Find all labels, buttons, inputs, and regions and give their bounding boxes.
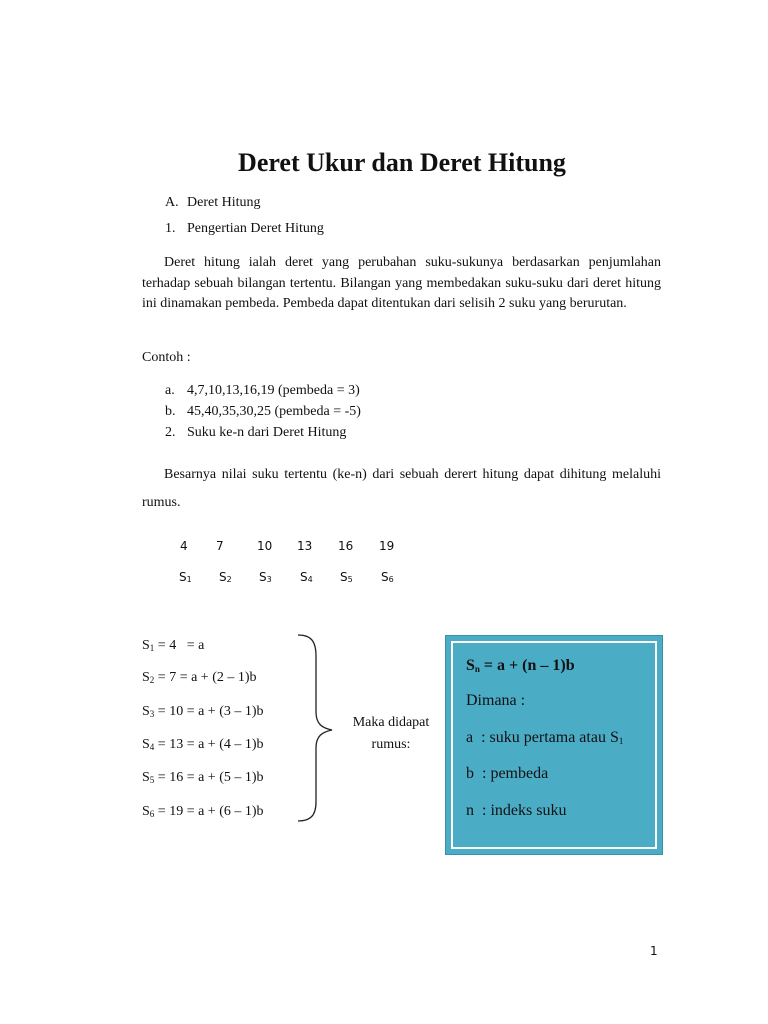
sequence-label-base: S (179, 570, 187, 584)
equation-base: S (142, 638, 150, 653)
equation-s6 (142, 803, 264, 823)
example-a-marker: a. (165, 383, 175, 398)
item-1-heading: Pengertian Deret Hitung (187, 221, 324, 236)
equation-sub: 4 (149, 742, 155, 752)
sequence-label-base: S (300, 570, 308, 584)
example-b-marker: b. (165, 404, 176, 419)
sequence-label (340, 569, 353, 588)
sequence-value: 13 (297, 539, 313, 553)
sequence-value: 19 (379, 539, 395, 553)
sequence-label-sub: 6 (388, 575, 394, 584)
equation-rest: = 10 = a + (3 – 1)b (154, 704, 264, 719)
equation-base: S (142, 704, 150, 719)
formula-sn (466, 656, 575, 679)
sequence-values-row (0, 538, 768, 558)
section-a-marker: A. (165, 195, 179, 210)
equation-rest: = 13 = a + (4 – 1)b (154, 737, 264, 752)
definition-a-text: a : suku pertama atau S (466, 729, 619, 746)
sequence-label-base: S (381, 570, 389, 584)
equation-sub: 6 (149, 809, 155, 819)
equation-s4 (142, 736, 264, 756)
equation-rest: = 4 = a (154, 638, 205, 653)
sequence-label-sub: 5 (347, 575, 353, 584)
maka-didapat-label: Maka didapat rumus: (352, 715, 430, 752)
equation-sub: 2 (149, 675, 155, 685)
equation-base: S (142, 804, 150, 819)
example-b-text: 45,40,35,30,25 (pembeda = -5) (187, 404, 361, 419)
sequence-label (381, 569, 394, 588)
sequence-label (259, 569, 272, 588)
equation-rest: = 19 = a + (6 – 1)b (154, 804, 264, 819)
section-a-heading: Deret Hitung (187, 195, 261, 210)
formula-base: S (466, 657, 475, 674)
dimana-label: Dimana : (466, 692, 526, 709)
item-2-marker: 2. (165, 425, 176, 440)
equation-base: S (142, 670, 150, 685)
item-2-heading: Suku ke-n dari Deret Hitung (187, 425, 347, 440)
equation-s5 (142, 769, 264, 789)
sequence-label-base: S (340, 570, 348, 584)
page-number: 1 (650, 944, 658, 958)
equation-sub: 5 (149, 775, 155, 785)
formula-sub: n (474, 664, 480, 674)
paragraph-formula-intro: Besarnya nilai suku tertentu (ke-n) dari sebuah derert hitung dapat dihitung melaluhi rumus. (142, 467, 661, 510)
equation-s2 (142, 669, 257, 689)
document-title: Deret Ukur dan Deret Hitung (238, 148, 566, 177)
item-1-marker: 1. (165, 221, 176, 236)
equation-base: S (142, 770, 150, 785)
equation-rest: = 7 = a + (2 – 1)b (154, 670, 257, 685)
sequence-labels-row (0, 569, 768, 589)
equation-s3 (142, 703, 264, 723)
sequence-value: 16 (338, 539, 354, 553)
equation-sub: 1 (149, 643, 155, 653)
definition-a-sub: 1 (618, 736, 624, 746)
sequence-label-sub: 1 (186, 575, 192, 584)
definition-b: b : pembeda (466, 765, 549, 782)
equation-s1 (142, 637, 204, 657)
sequence-label-sub: 3 (266, 575, 272, 584)
definition-a (466, 728, 623, 751)
sequence-label (219, 569, 232, 588)
sequence-label-base: S (259, 570, 267, 584)
sequence-label (300, 569, 313, 588)
sequence-value: 10 (257, 539, 273, 553)
sequence-label-base: S (219, 570, 227, 584)
formula-box (445, 635, 663, 855)
sequence-value: 4 (180, 539, 188, 553)
definition-n: n : indeks suku (466, 802, 567, 819)
sequence-value: 7 (216, 539, 224, 553)
sequence-label-sub: 2 (226, 575, 232, 584)
equation-sub: 3 (149, 709, 155, 719)
equation-rest: = 16 = a + (5 – 1)b (154, 770, 264, 785)
paragraph-definition: Deret hitung ialah deret yang perubahan suku-sukunya berdasarkan penjumlahan terhadap sebuah bilangan tertentu. Bilangan yang membedakan suku-suku dari deret hitung ini dinamakan pembeda. Pembeda dapat ditentukan dari selisih 2 suku yang berurutan. (142, 255, 661, 311)
equation-base: S (142, 737, 150, 752)
curly-brace-icon (296, 632, 338, 824)
sequence-label (179, 569, 192, 588)
example-a-text: 4,7,10,13,16,19 (pembeda = 3) (187, 383, 360, 398)
contoh-label: Contoh : (142, 350, 191, 365)
formula-rest: = a + (n – 1)b (479, 657, 575, 674)
sequence-label-sub: 4 (307, 575, 313, 584)
